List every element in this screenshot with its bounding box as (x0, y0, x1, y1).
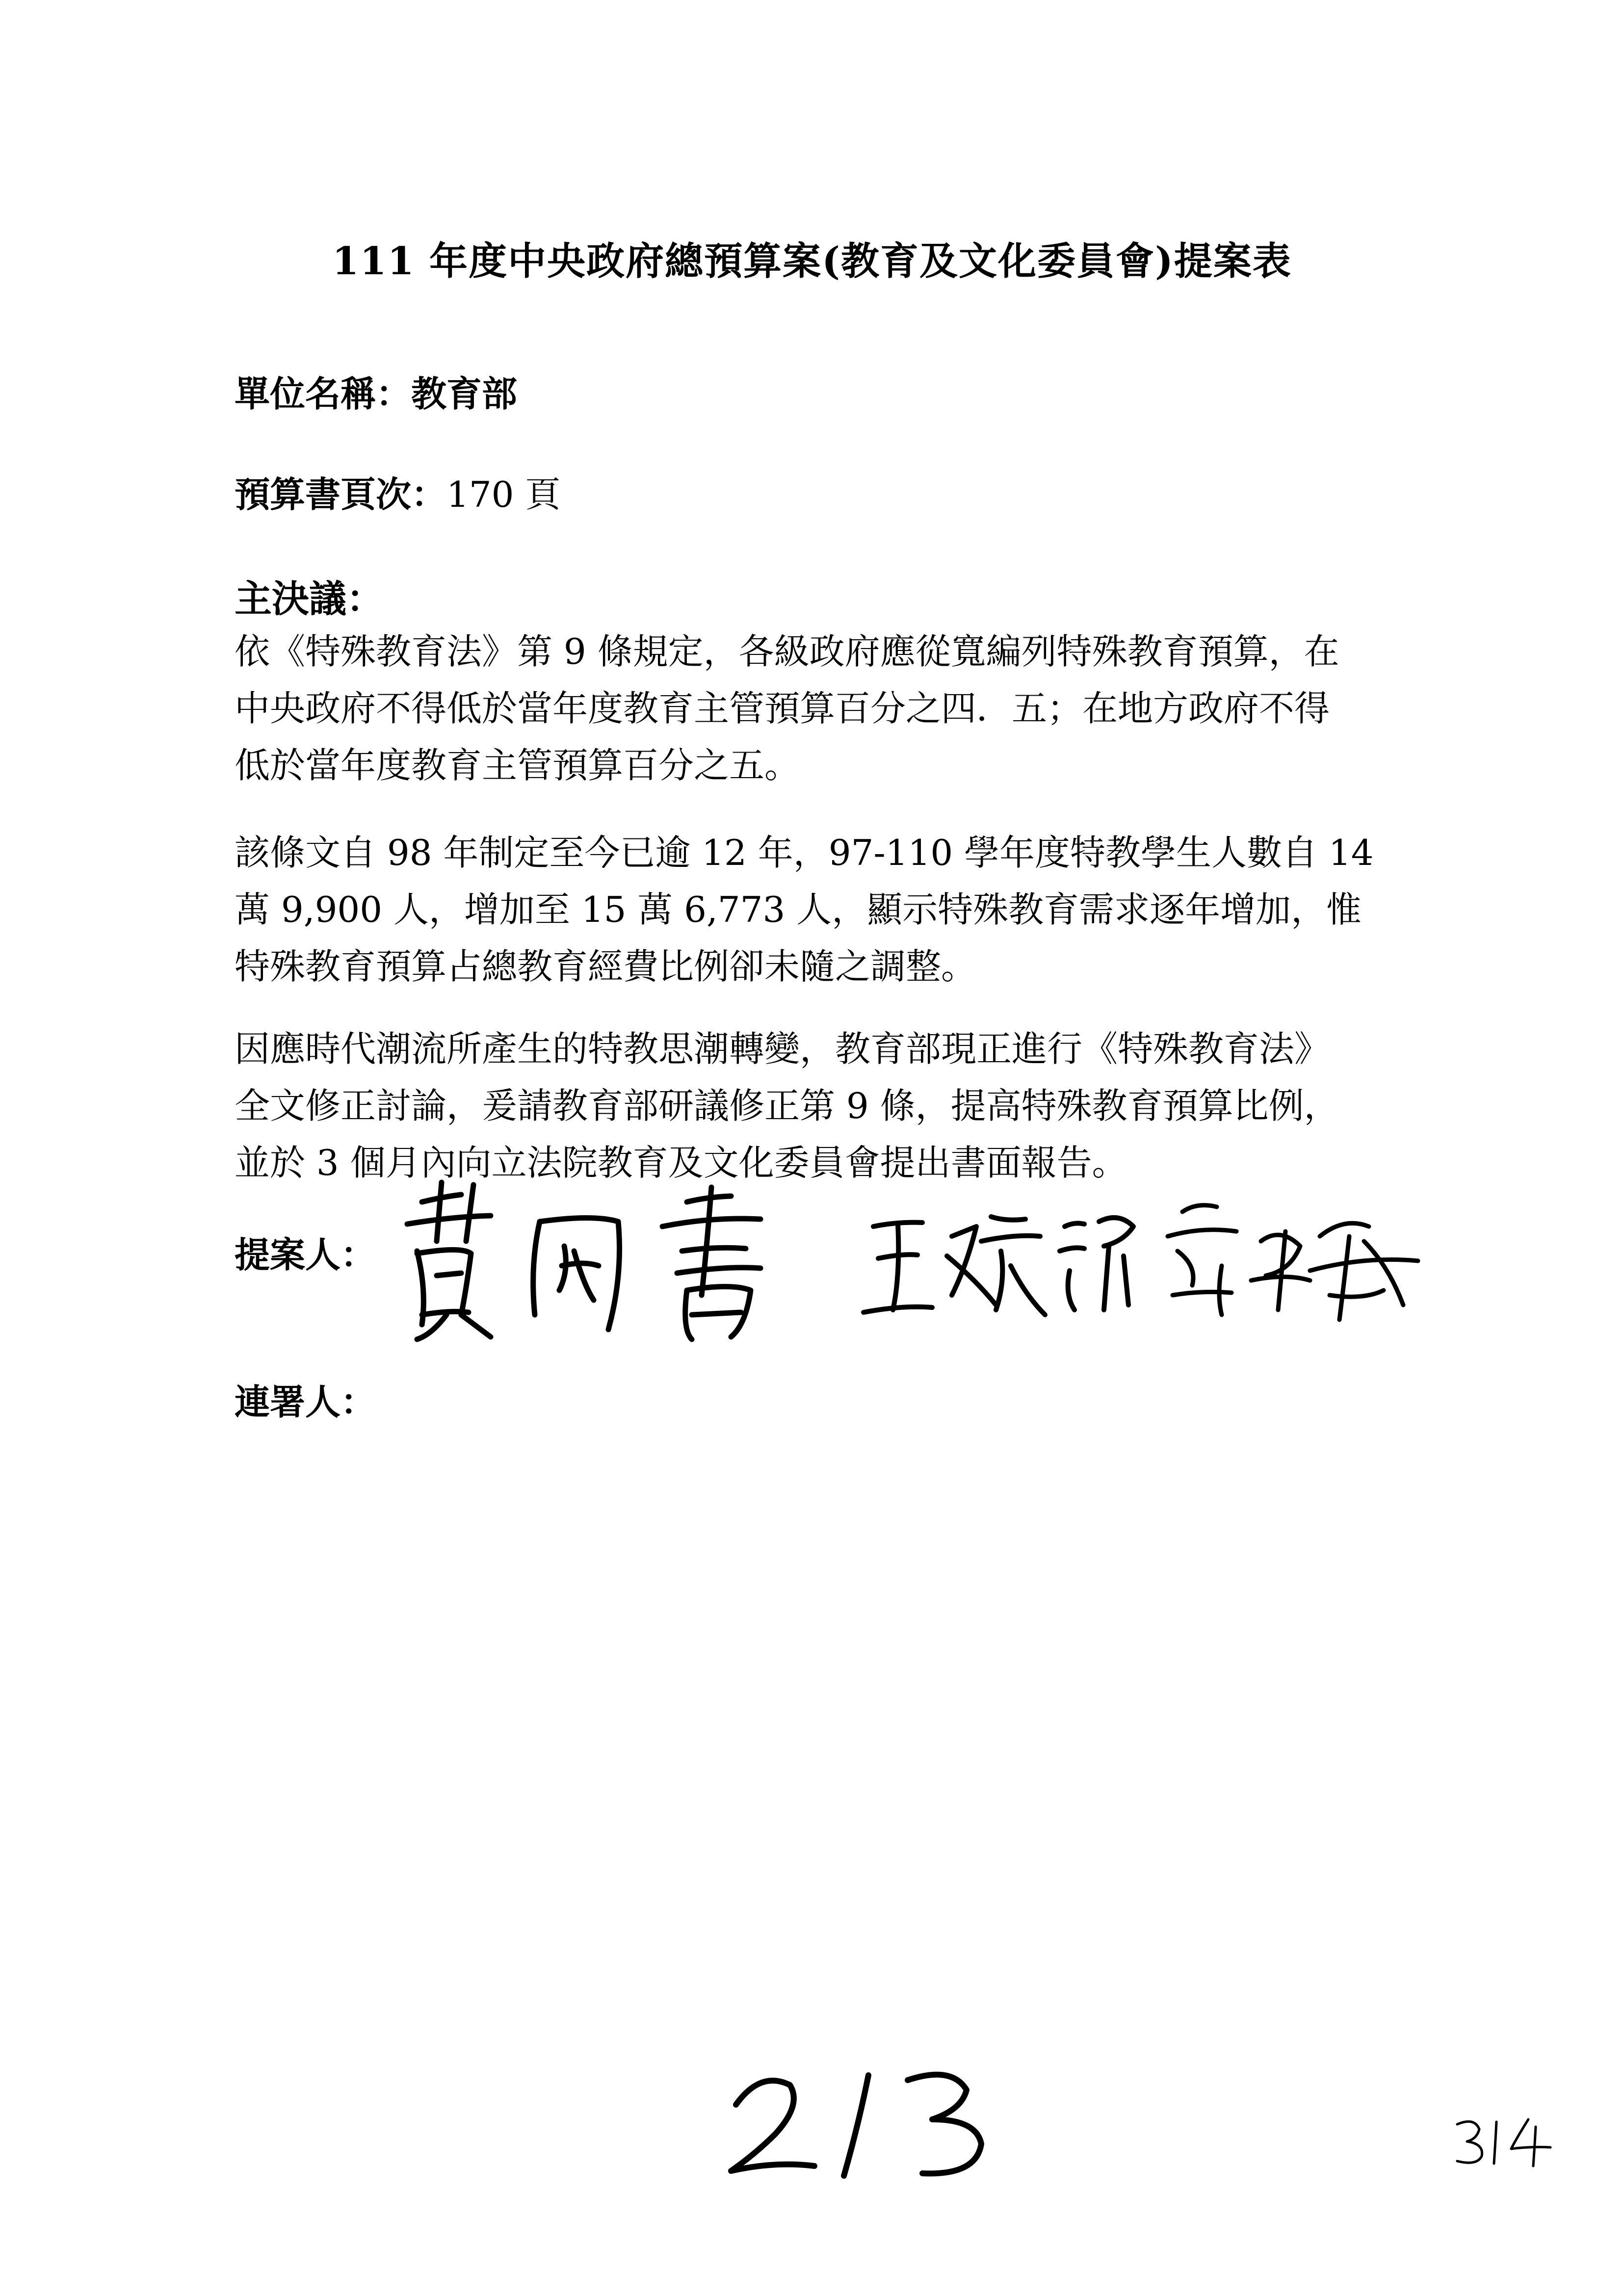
page-ref-label: 預算書頁次： (235, 473, 447, 515)
signature-3 (1168, 1205, 1418, 1320)
document-title: 111 年度中央政府總預算案(教育及文化委員會)提案表 (332, 239, 1292, 284)
resolution-heading: 主決議： (235, 577, 384, 621)
paragraph-line: 低於當年度教育主管預算百分之五。 (235, 745, 800, 786)
proposer-signatures (388, 1168, 1442, 1344)
proposer-label: 提案人： (235, 1234, 376, 1276)
paragraph-line: 並於 3 個月內向立法院教育及文化委員會提出書面報告。 (235, 1142, 1127, 1183)
page-ref-value: 170 頁 (446, 474, 561, 515)
paragraph-line: 該條文自 98 年制定至今已逾 12 年，97-110 學年度特教學生人數自 14 (235, 832, 1374, 873)
handwritten-page-number (721, 2061, 996, 2190)
handwritten-corner-number (1452, 2112, 1555, 2173)
paragraph-line: 萬 9,900 人，增加至 15 萬 6,773 人，顯示特殊教育需求逐年增加，惟 (235, 889, 1362, 930)
unit-label: 單位名稱： (235, 373, 412, 415)
paragraph-line: 全文修正討論，爰請教育部研議修正第 9 條，提高特殊教育預算比例， (235, 1085, 1339, 1126)
cosigner-label: 連署人： (235, 1381, 376, 1423)
paragraph-line: 特殊教育預算占總教育經費比例卻未隨之調整。 (235, 946, 977, 987)
paragraph-1 (235, 623, 1446, 794)
paragraph-line: 中央政府不得低於當年度教育主管預算百分之四．五；在地方政府不得 (235, 688, 1330, 729)
paragraph-2 (235, 824, 1446, 995)
paragraph-line: 因應時代潮流所產生的特教思潮轉變，教育部現正進行《特殊教育法》 (235, 1028, 1330, 1070)
unit-value: 教育部 (411, 373, 518, 415)
paragraph-line: 依《特殊教育法》第 9 條規定，各級政府應從寬編列特殊教育預算，在 (235, 631, 1339, 672)
signature-2 (864, 1217, 1133, 1315)
paragraph-3 (235, 1020, 1446, 1191)
signature-1 (407, 1182, 760, 1339)
page-ref-field (235, 466, 560, 517)
unit-field (235, 365, 517, 417)
